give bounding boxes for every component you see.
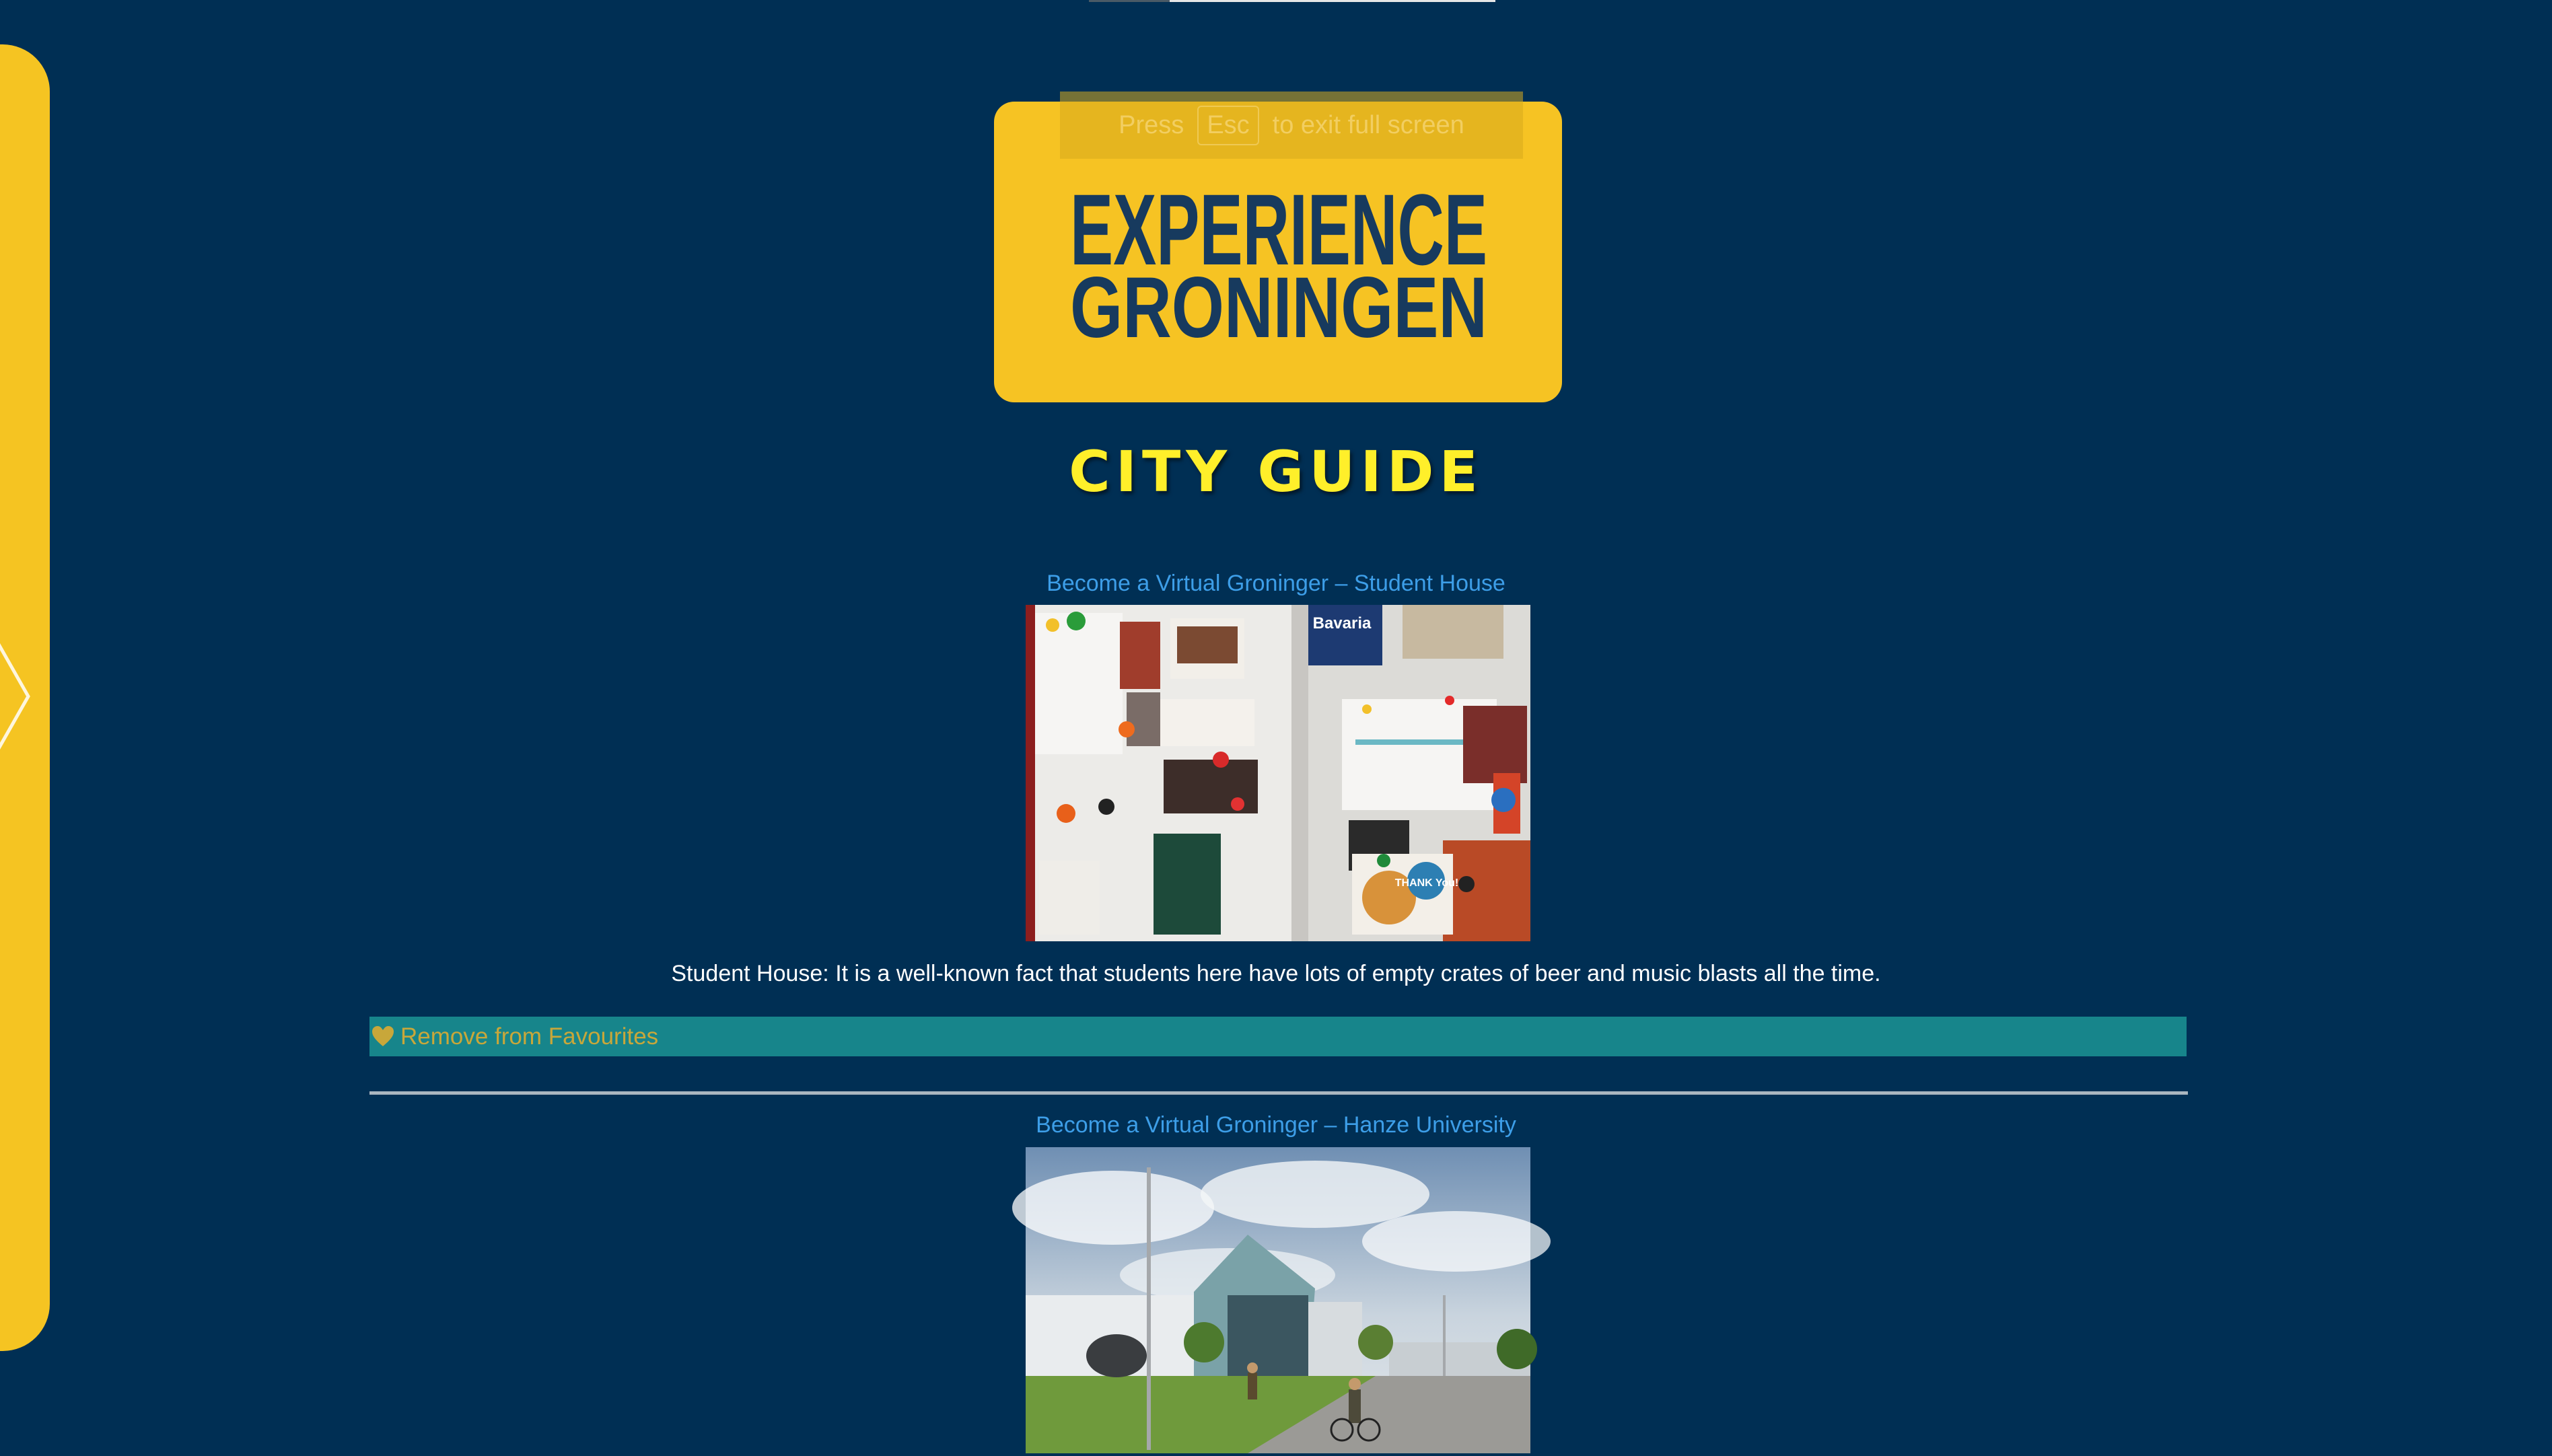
logo-line-1: EXPERIENCE [1070,173,1487,286]
esc-key-label: Esc [1197,106,1259,145]
heart-icon [371,1025,395,1049]
entry-divider [369,1091,2188,1095]
remove-favourite-button[interactable] [369,1017,2187,1056]
progress-track [1089,0,1170,2]
logo-line-2: GRONINGEN [1070,260,1487,356]
fullscreen-notice-press: Press [1119,110,1184,139]
hanze-university-photo[interactable] [1026,1147,1530,1453]
student-house-photo[interactable] [1026,605,1530,941]
thank-you-card: THANK You! [1394,877,1459,889]
fullscreen-notice [1060,92,1523,159]
progress-fill [1170,0,1495,2]
remove-favourite-label: Remove from Favourites [400,1023,659,1050]
chevron-right-icon[interactable] [0,632,47,760]
fullscreen-notice-rest: to exit full screen [1272,110,1464,139]
entry-caption: Student House: It is a well-known fact that students here have lots of empty crates of beer and music blasts all the time. [671,961,1881,986]
entry-title-link[interactable]: Become a Virtual Groninger – Hanze University [1036,1112,1516,1138]
entry-title-link[interactable]: Become a Virtual Groninger – Student House [1047,571,1505,596]
page-title: CITY GUIDE [1069,439,1483,505]
bavaria-label: Bavaria [1312,614,1372,632]
